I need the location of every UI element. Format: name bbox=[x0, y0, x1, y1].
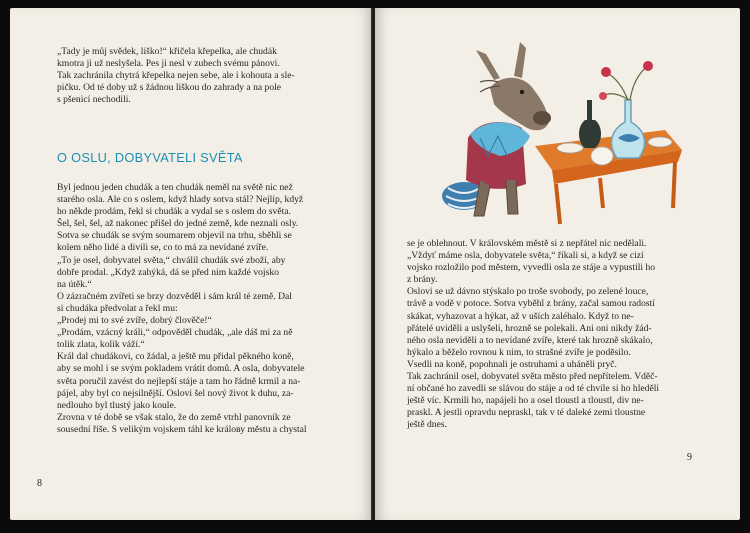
text-line: nedlouho byl tlustý jako koule. bbox=[57, 399, 177, 411]
text-line: Oslovi se už dávno stýskalo po troše svobody, po zelené louce, bbox=[407, 286, 649, 298]
text-line: praskl. A jestli opravdu nepraskl, tak v té daleké zemi tloustne bbox=[407, 407, 646, 419]
text-line: sousední říše. S velikým vojskem táhl ke králову městu a chystal bbox=[57, 423, 307, 435]
dark-bottle bbox=[579, 120, 601, 148]
donkey-at-table-illustration bbox=[440, 38, 695, 238]
text-line: Tak zachránila chytrá křepelka nejen sebe, ale i kohouta a sle- bbox=[57, 70, 295, 82]
text-line: Král dal chudákovi, co žádal, a ještě mu přidal pěkného koně, bbox=[57, 351, 294, 363]
text-line: O zázračném zvířeti se brzy dozvěděl i sám král té země. Dal bbox=[57, 290, 292, 302]
text-line: tolik zlata, kolik váží.“ bbox=[57, 339, 145, 351]
text-line: Byl jednou jeden chudák a ten chudák neměl na světě nic než bbox=[57, 182, 293, 193]
text-line: se je oblehnout. V královském městě si z nepřátel nic nedělali. bbox=[407, 238, 647, 249]
flower bbox=[643, 61, 653, 71]
text-line: dobře prodal. „Když zahýká, dá se před ním každé vojsko bbox=[57, 266, 279, 278]
text-line: „Prodej mi to své zvíře, dobrý člověče!“ bbox=[57, 315, 212, 327]
text-line: „Tady je můj svědek, liško!“ křičela křepelka, ale chudák bbox=[57, 46, 277, 57]
text-line: ného osla neviděli a to nevídané zvíře, které tak hrozně skákalo, bbox=[407, 334, 653, 346]
text-line: Sotva se chudák se svým soumarem objevil na trhu, sběhli se bbox=[57, 230, 292, 242]
page-number-right: 9 bbox=[687, 452, 692, 463]
text-line: Šel, šel, šel, až nakonec přišel do jedné země, kde neznali osly. bbox=[57, 218, 299, 230]
text-line: na útěk.“ bbox=[57, 278, 92, 290]
donkey-eye bbox=[520, 90, 524, 94]
text-line: z brány. bbox=[407, 274, 438, 286]
text-line: ještě dnes. bbox=[407, 419, 447, 431]
text-line: s pšenicí nechodili. bbox=[57, 94, 131, 106]
plate bbox=[648, 137, 672, 147]
text-line: pájel, aby byl co nejsilnější. Oslovi šel nový život k duhu, za- bbox=[57, 387, 294, 399]
plate bbox=[591, 147, 613, 165]
text-line: Zrovna v té době se však stalo, že do země vtrhl panovník ze bbox=[57, 411, 291, 423]
text-line: přátelé uviděli a uslyšeli, hrozně se polekali. Ani oni nikdy žád- bbox=[407, 322, 652, 334]
text-line: ještě víc. Krmili ho, napájeli ho a osel tloustl a tloustl, div ne- bbox=[407, 395, 644, 407]
glass-vase bbox=[611, 100, 644, 158]
flower bbox=[601, 67, 611, 77]
intro-paragraph bbox=[57, 46, 349, 106]
text-line: „Vždyť máme osla, dobyvatele světa,“ říkali si, a když se cizí bbox=[407, 250, 644, 262]
text-line: ní občané ho zavedli se slávou do stáje a od té chvíle si ho hleděli bbox=[407, 383, 660, 395]
text-line: Vsedli na koně, popohnali je ostruhami a uháněli pryč. bbox=[407, 358, 617, 370]
text-line: „To je osel, dobyvatel světa,“ chválil chudák své zboží, aby bbox=[57, 254, 286, 266]
text-line: si chudáka předvolat a řekl mu: bbox=[57, 302, 178, 314]
donkey-ears bbox=[476, 42, 526, 80]
text-line: skákat, vyhazovat a hýkat, až v uších zaléhalo. Když to ne- bbox=[407, 310, 634, 322]
text-line: světa poručil zavést do nejlepší stáje a tam ho řádně krmil a na- bbox=[57, 375, 301, 387]
page-number-left: 8 bbox=[37, 478, 42, 489]
flower bbox=[599, 92, 607, 100]
text-line: aby se mohl i se svým pokladem vrátit domů. A osla, dobyvatele bbox=[57, 363, 305, 375]
text-line: ho někde prodám, řekl si chudák a vydal se s oslem do světa. bbox=[57, 206, 291, 218]
left-page bbox=[10, 8, 372, 520]
plate bbox=[557, 143, 583, 153]
text-line: trávě a vodě v potoce. Sotva vyběhl z brány, začal samou radostí bbox=[407, 298, 655, 310]
text-line: hýkalo a běželo rovnou k nim, to strašné zvíře je poděsilo. bbox=[407, 346, 631, 358]
text-line: kmotra ji už neslyšela. Pes ji nesl v zubech svému pánovi. bbox=[57, 58, 280, 70]
text-line: „Prodám, vzácný králi,“ odpověděl chudák, „ale dáš mi za ně bbox=[57, 327, 293, 339]
text-line: kolem něho lidé a divili se, co to má za nevídané zvíře. bbox=[57, 242, 269, 254]
story-text-right bbox=[407, 238, 707, 432]
story-heading: O OSLU, DOBYVATELI SVĚTA bbox=[57, 150, 243, 165]
text-line: vojsko rozložilo pod městem, vyvedli osla ze stáje a vypustili ho bbox=[407, 262, 656, 274]
text-line: Tak zachránil osel, dobyvatel světa město před nepřítelem. Vděč- bbox=[407, 371, 658, 383]
text-line: starého osla. Ale co s oslem, když hlady sotva stál? Nejlíp, když bbox=[57, 194, 304, 206]
story-text-left bbox=[57, 182, 349, 436]
text-line: pičku. Od té doby už s žádnou liškou do zahrady a na pole bbox=[57, 82, 282, 94]
